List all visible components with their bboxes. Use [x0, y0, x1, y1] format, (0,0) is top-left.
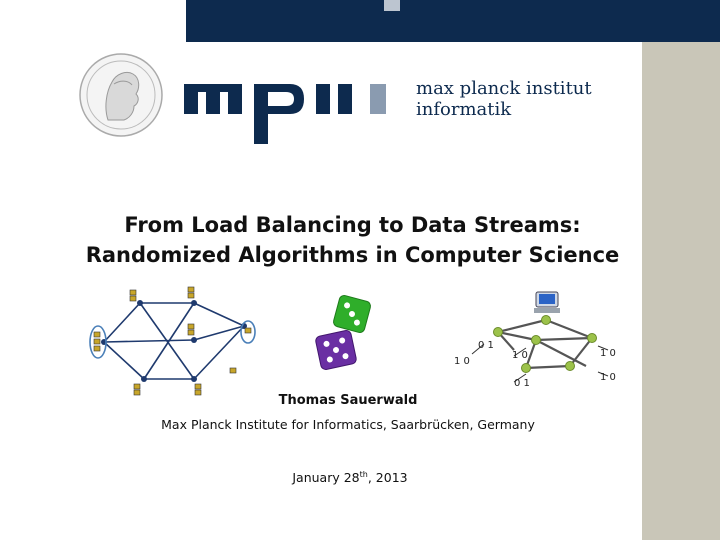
stream-bits-6: 1 0	[600, 372, 616, 383]
stream-bits-3: 1 0	[512, 350, 528, 361]
title-line2: Randomized Algorithms in Computer Science	[85, 243, 620, 267]
affiliation: Max Planck Institute for Informatics, Saarbrücken, Germany	[161, 417, 535, 432]
dice-icon	[312, 294, 386, 376]
stream-bits-4: 1 0	[600, 348, 616, 359]
author-name: Thomas Sauerwald	[278, 393, 418, 408]
title-line1: From Load Balancing to Data Streams:	[124, 213, 581, 237]
top-banner	[186, 0, 720, 42]
date-year: , 2013	[367, 470, 408, 486]
date-suffix: th	[359, 470, 368, 479]
presentation-date	[200, 470, 500, 485]
mpii-logo	[180, 74, 410, 146]
stream-bits-2: 0 1	[478, 340, 494, 351]
load-balancing-network-figure	[84, 284, 260, 396]
institute-name-line1: max planck institut	[416, 78, 592, 99]
side-band	[642, 42, 720, 540]
stream-bits-5: 0 1	[514, 378, 530, 389]
institute-name-line2: informatik	[416, 99, 512, 120]
stream-bits-1: 1 0	[454, 356, 470, 367]
data-stream-network-figure	[450, 286, 630, 390]
slide-title	[40, 210, 665, 270]
institute-name	[416, 78, 592, 120]
max-planck-seal-icon	[78, 52, 164, 138]
banner-notch	[384, 0, 400, 11]
date-prefix: January 28	[292, 470, 360, 486]
